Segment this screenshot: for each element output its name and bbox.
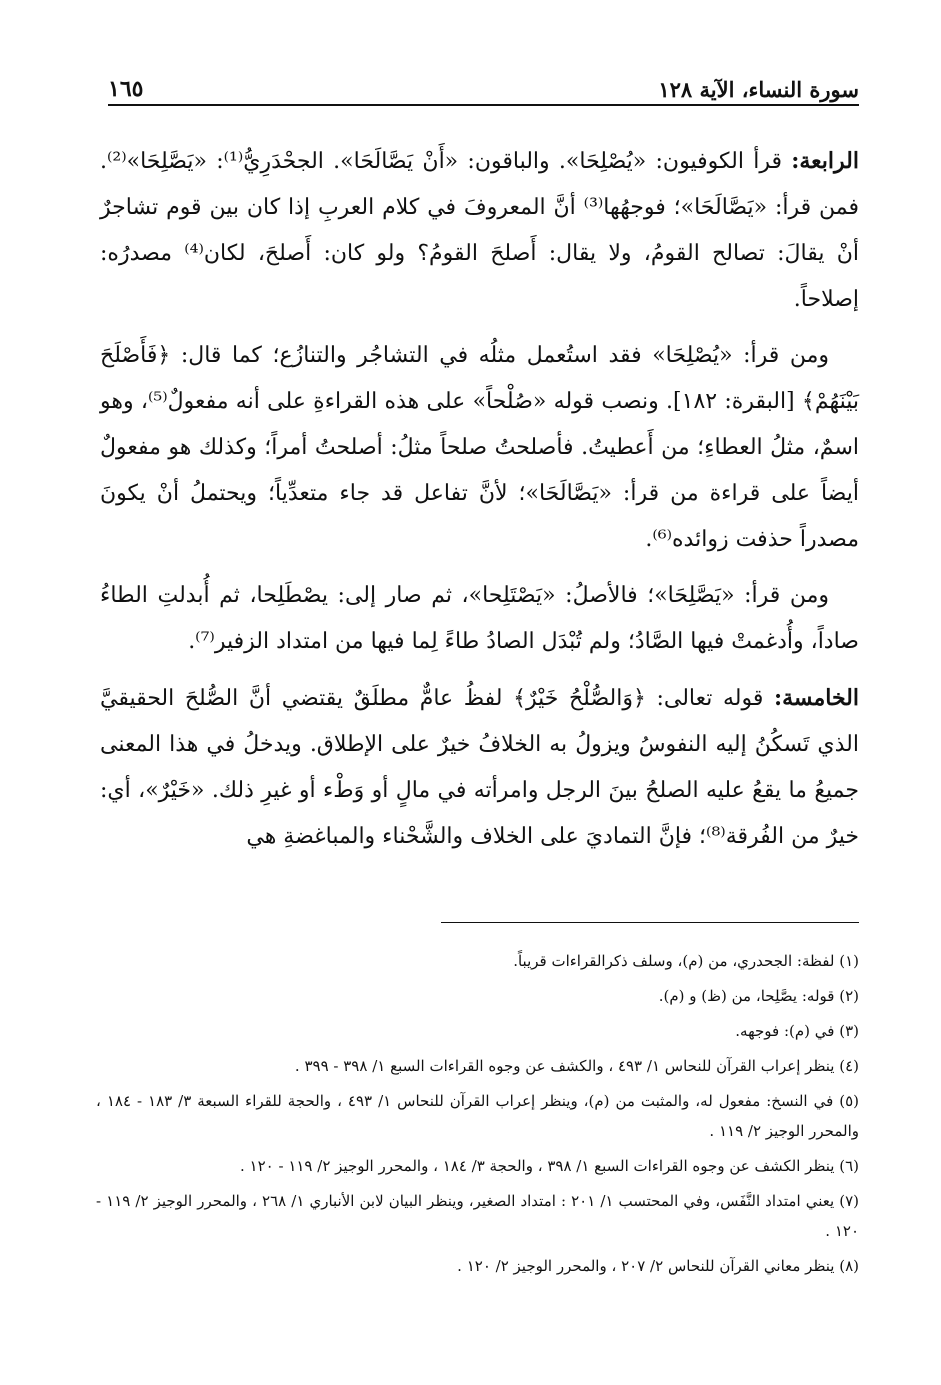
paragraph-text: ومن قرأ: «يَصَّلِحَا»؛ فالأصلُ: «يَصْتَلِحا»، ثم صار إلى: يصْطَلِحا، ثم أُبدلتِ الطاءُ صاداً، وأُدغمتْ فيها الصَّادُ؛ ولم تُبْدَل الصادُ طاءً لِما فيها من امتداد الزفير⁽⁷⁾. — [100, 583, 859, 654]
paragraph-text: قرأ الكوفيون: «يُصْلِحَا». والباقون: «أَنْ يَصَّالَحَا». الجحْدَرِيُّ⁽¹⁾: «يَصَّلِحَا»⁽²⁾. فمن قرأ: «يَصَّالَحَا»؛ فوجهُها⁽³⁾ أنَّ المعروفَ في كلام العربِ إذا كان بين قوم تشاجرٌ أنْ يقالَ: تصالح القومُ، ولا يقال: أَصلحَ القومُ؟ ولو كان: أَصلحَ، لكان⁽⁴⁾ مصدرُه: إصلاحاً. — [100, 149, 859, 312]
paragraph-text: ومن قرأ: «يُصْلِحَا» فقد استُعمل مثلُه في التشاجُر والتنازُع؛ كما قال: ﴿فَأَصْلَحَ بَيْنَهُمْ﴾ [البقرة: ١٨٢]. ونصب قوله «صُلْحاً» على هذه القراءةِ على أنه مفعولٌ⁽⁵⁾، وهو اسمٌ، مثلُ العطاءِ؛ من أَعطيتُ. فأصلحتُ صلحاً مثلُ: أصلحتُ أمراً؛ وكذلك هو مفعولٌ أيضاً على قراءة من قرأ: «يَصَّالَحَا»؛ لأنَّ تفاعل قد جاء متعدِّياً؛ ويحتملُ أنْ يكونَ مصدراً حذفت زوائده⁽⁶⁾. — [100, 343, 860, 552]
footnotes — [96, 946, 859, 1286]
paragraph-yassaliha — [100, 573, 859, 665]
page-header — [108, 66, 859, 102]
footnote-6: (٦) ينظر الكشف عن وجوه القراءات السبع ١/ ٣٩٨ ، والحجة ٣/ ١٨٤ ، والمحرر الوجيز ٢/ ١١٩ - ١٢٠ . — [239, 1157, 859, 1175]
footnote-separator — [441, 922, 859, 923]
paragraph-fifth — [100, 675, 859, 860]
paragraph-lead: الخامسة: — [773, 685, 859, 711]
paragraph-lead: الرابعة: — [791, 148, 859, 174]
footnote-3: (٣) في (م): فوجهه. — [735, 1022, 859, 1040]
footnote-1: (١) لفظة: الجحدري، من (م)، وسلف ذكرالقراءات قريباً. — [513, 952, 859, 970]
footnote-7: (٧) يعني امتداد النَّفَس، وفي المحتسب ١/ ٢٠١ : امتداد الصغير، وينظر البيان لابن الأنباري ١/ ٢٦٨ ، والمحرر الوجيز ٢/ ١١٩ - ١٢٠ . — [96, 1192, 859, 1240]
footnote-5: (٥) في النسخ: مفعول له، والمثبت من (م)، وينظر إعراب القرآن للنحاس ١/ ٤٩٣ ، والحجة للقراء السبعة ٣/ ١٨٣ - ١٨٤ ، والمحرر الوجيز ٢/ ١١٩ . — [96, 1092, 859, 1140]
header-rule — [108, 104, 859, 106]
paragraph-text: قوله تعالى: ﴿وَالصُّلْحُ خَيْرٌ﴾ لفظُ عامٌّ مطلَقٌ يقتضي أنَّ الصُّلحَ الحقيقيَّ الذي تَسكُنُ إليه النفوسُ ويزولُ به الخلافُ خيرٌ على الإطلاق. ويدخلُ في هذا المعنى جميعُ ما يقعُ عليه الصلحُ بينَ الرجل وامرأته في مالٍ أو وَطْء أو غيرِ ذلك. «خَيْرٌ»، أي: خيرٌ من الفُرقة⁽⁸⁾؛ فإنَّ التماديَ على الخلاف والشَّحْناء والمباغضةِ هي — [100, 686, 859, 849]
paragraph-yuslihaa — [100, 333, 859, 563]
footnote-8: (٨) ينظر معاني القرآن للنحاس ٢/ ٢٠٧ ، والمحرر الوجيز ٢/ ١٢٠ . — [457, 1257, 859, 1275]
footnote-4: (٤) ينظر إعراب القرآن للنحاس ١/ ٤٩٣ ، والكشف عن وجوه القراءات السبع ١/ ٣٩٨ - ٣٩٩ . — [294, 1057, 859, 1075]
paragraph-fourth — [100, 138, 859, 323]
running-title: سورة النساء، الآية ١٢٨ — [658, 77, 859, 102]
page-number: ١٦٥ — [108, 76, 144, 102]
main-text — [100, 138, 859, 870]
footnote-2: (٢) قوله: يصَّلِحا، من (ظ) و (م). — [658, 987, 859, 1005]
